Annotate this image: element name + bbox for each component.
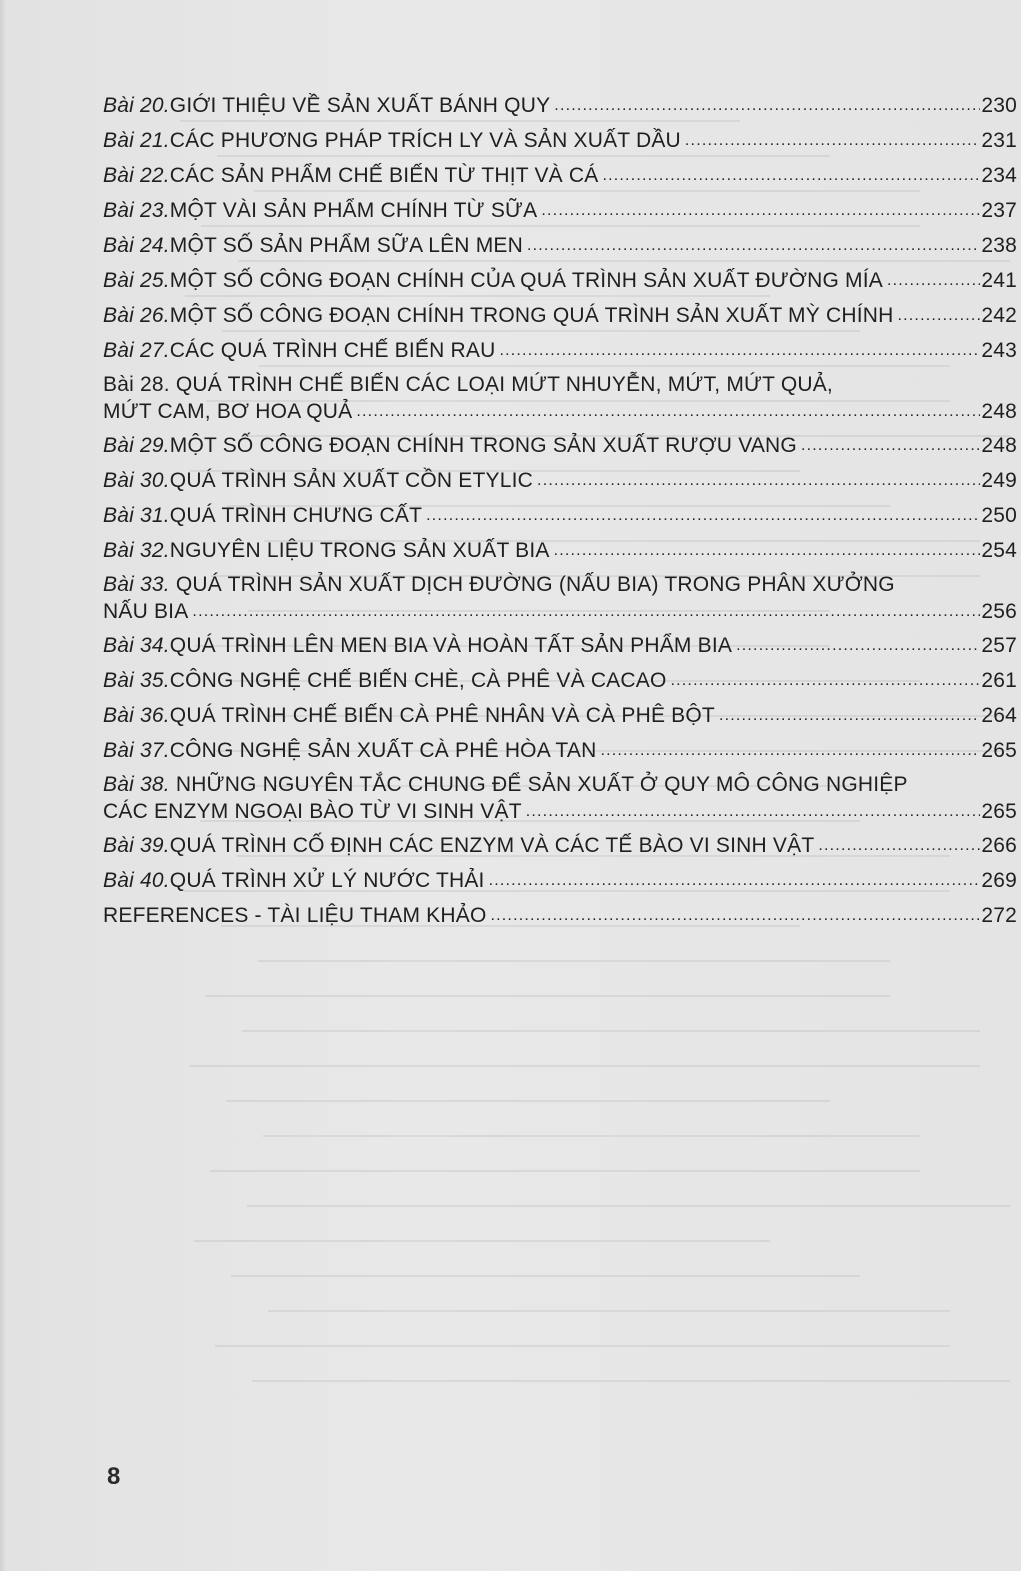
toc-page-number: 237 [981,199,1017,222]
bleed-through-line [226,1100,830,1102]
page-binding-shadow [0,0,6,1571]
toc-page-number: 243 [981,339,1017,362]
toc-page-number: 249 [981,469,1017,492]
toc-entry [103,498,1017,533]
toc-entry [103,193,1017,228]
toc-entry [103,428,1017,463]
lesson-title: MỘT SỐ CÔNG ĐOẠN CHÍNH CỦA QUÁ TRÌNH SẢN XUẤT ĐƯỜNG MÍA [169,269,883,292]
dot-leader [426,498,980,533]
lesson-number: Bài 38. [103,773,170,796]
toc-page-number: 265 [981,739,1017,762]
dot-leader [527,228,980,263]
lesson-title: MỘT VÀI SẢN PHẨM CHÍNH TỪ SỮA [169,199,538,222]
dot-leader [554,533,981,568]
bleed-through-line [247,1205,1010,1207]
toc-page-number: 238 [981,234,1017,257]
page-number: 8 [107,1463,121,1490]
bleed-through-line [205,995,890,997]
dot-leader [491,898,981,933]
toc-entry [103,828,1017,863]
toc-entry [103,698,1017,733]
lesson-number: Bài 23. [103,199,170,222]
dot-leader [801,428,980,463]
lesson-title: QUÁ TRÌNH CỐ ĐỊNH CÁC ENZYM VÀ CÁC TẾ BÀO VI SINH VẬT [169,834,815,857]
toc-page-number: 261 [981,669,1017,692]
lesson-title: QUÁ TRÌNH XỬ LÝ NƯỚC THẢI [169,869,485,892]
lesson-title: QUÁ TRÌNH CHẾ BIẾN CÀ PHÊ NHÂN VÀ CÀ PHÊ BỘT [169,704,715,727]
dot-leader [736,628,980,663]
toc-page-number: 257 [981,634,1017,657]
lesson-title: QUÁ TRÌNH SẢN XUẤT CỒN ETYLIC [169,469,534,492]
toc-page-number: 266 [981,834,1017,857]
toc-entry-line-2 [103,798,1017,828]
dot-leader [897,298,980,333]
toc-page-number: 231 [981,129,1017,152]
toc-entry [103,298,1017,333]
bleed-through-line [268,1310,950,1312]
toc-page-number: 241 [981,269,1017,292]
bleed-through-line [252,1380,1010,1382]
toc-entry [103,863,1017,898]
lesson-number: Bài 26. [103,304,170,327]
dot-leader [526,798,981,825]
bleed-through-line [189,1065,980,1067]
lesson-title: QUÁ TRÌNH SẢN XUẤT DỊCH ĐƯỜNG (NẤU BIA) TRONG PHÂN XƯỞNG [175,573,895,596]
dot-leader [600,733,980,768]
toc-entry [103,88,1017,123]
lesson-title: NGUYÊN LIỆU TRONG SẢN XUẤT BIA [169,539,550,562]
lesson-number: Bài 20. [103,94,170,117]
toc-entry [103,368,1017,428]
toc-page-number: 256 [981,600,1017,623]
lesson-title-continued: CÁC ENZYM NGOẠI BÀO TỪ VI SINH VẬT [103,800,522,823]
toc-entry-line-1 [103,368,1017,398]
lesson-title-continued: MỨT CAM, BƠ HOA QUẢ [103,400,353,423]
toc-page-number: 254 [981,539,1017,562]
lesson-number: Bài 33. [103,573,170,596]
lesson-title: CÁC QUÁ TRÌNH CHẾ BIẾN RAU [169,339,496,362]
lesson-title: QUÁ TRÌNH CHƯNG CẤT [169,504,423,527]
lesson-title: QUÁ TRÌNH LÊN MEN BIA VÀ HOÀN TẤT SẢN PHẨM BIA [169,634,733,657]
lesson-title: REFERENCES - TÀI LIỆU THAM KHẢO [103,904,487,927]
lesson-title-continued: NẤU BIA [103,600,189,623]
toc-entry [103,123,1017,158]
lesson-title: GIỚI THIỆU VỀ SẢN XUẤT BÁNH QUY [169,94,551,117]
dot-leader [192,598,980,625]
dot-leader [356,398,980,425]
toc-page-number: 265 [981,800,1017,823]
dot-leader [499,333,980,368]
toc-page-number: 230 [981,94,1017,117]
lesson-number: Bài 39. [103,834,170,857]
toc-page-number: 248 [981,400,1017,423]
lesson-number: Bài 30. [103,469,170,492]
lesson-title: MỘT SỐ CÔNG ĐOẠN CHÍNH TRONG QUÁ TRÌNH SẢN XUẤT MỲ CHÍNH [169,304,894,327]
toc-page-number: 250 [981,504,1017,527]
bleed-through-line [231,1275,860,1277]
lesson-title: MỘT SỐ CÔNG ĐOẠN CHÍNH TRONG SẢN XUẤT RƯỢU VANG [169,434,797,457]
bleed-through-line [263,1135,920,1137]
toc-entry [103,158,1017,193]
bleed-through-line [194,1240,770,1242]
lesson-number: Bài 34. [103,634,170,657]
dot-leader [685,123,980,158]
toc-entry-line-2 [103,398,1017,428]
lesson-number: Bài 37. [103,739,170,762]
lesson-number: Bài 24. [103,234,170,257]
lesson-number: Bài 35. [103,669,170,692]
toc-entry [103,463,1017,498]
toc-entry-line-1 [103,568,1017,598]
toc-page-number: 234 [981,164,1017,187]
dot-leader [818,828,980,863]
toc-entry [103,263,1017,298]
dot-leader [541,193,980,228]
lesson-title: NHỮNG NGUYÊN TẮC CHUNG ĐỂ SẢN XUẤT Ở QUY MÔ CÔNG NGHIỆP [175,773,908,796]
toc-entry [103,568,1017,628]
toc-entry [103,333,1017,368]
lesson-number: Bài 32. [103,539,170,562]
toc-page-number: 248 [981,434,1017,457]
bleed-through-line [242,1030,980,1032]
dot-leader [719,698,980,733]
table-of-contents [103,88,1017,933]
toc-entry [103,663,1017,698]
lesson-number: Bài 27. [103,339,170,362]
lesson-number: Bài 25. [103,269,170,292]
toc-entry [103,628,1017,663]
lesson-title: CÁC PHƯƠNG PHÁP TRÍCH LY VÀ SẢN XUẤT DẦU [169,129,681,152]
lesson-number: Bài 29. [103,434,170,457]
toc-entry [103,533,1017,568]
toc-page-number: 242 [981,304,1017,327]
lesson-title: MỘT SỐ SẢN PHẨM SỮA LÊN MEN [169,234,523,257]
toc-page-number: 272 [981,904,1017,927]
dot-leader [602,158,980,193]
lesson-number: Bài 40. [103,869,170,892]
bleed-through-line [215,1345,950,1347]
lesson-title: CÔNG NGHỆ SẢN XUẤT CÀ PHÊ HÒA TAN [169,739,597,762]
toc-entry [103,768,1017,828]
dot-leader [537,463,980,498]
toc-entry [103,228,1017,263]
lesson-title: CÁC SẢN PHẨM CHẾ BIẾN TỪ THỊT VÀ CÁ [169,164,599,187]
dot-leader [671,663,981,698]
lesson-number: Bài 31. [103,504,170,527]
toc-entry-line-1 [103,768,1017,798]
toc-entry-line-2 [103,598,1017,628]
dot-leader [887,263,980,298]
toc-entry [103,898,1017,933]
dot-leader [554,88,980,123]
bleed-through-line [210,1170,920,1172]
lesson-number: Bài 22. [103,164,170,187]
dot-leader [489,863,981,898]
toc-page-number: 264 [981,704,1017,727]
lesson-number: Bài 21. [103,129,170,152]
lesson-title: CÔNG NGHỆ CHẾ BIẾN CHÈ, CÀ PHÊ VÀ CACAO [169,669,667,692]
lesson-number: Bài 36. [103,704,170,727]
lesson-title: QUÁ TRÌNH CHẾ BIẾN CÁC LOẠI MỨT NHUYỄN, MỨT, MỨT QUẢ, [175,373,833,396]
bleed-through-line [258,960,890,962]
lesson-number: Bài 28. [103,373,170,396]
toc-entry [103,733,1017,768]
toc-page-number: 269 [981,869,1017,892]
